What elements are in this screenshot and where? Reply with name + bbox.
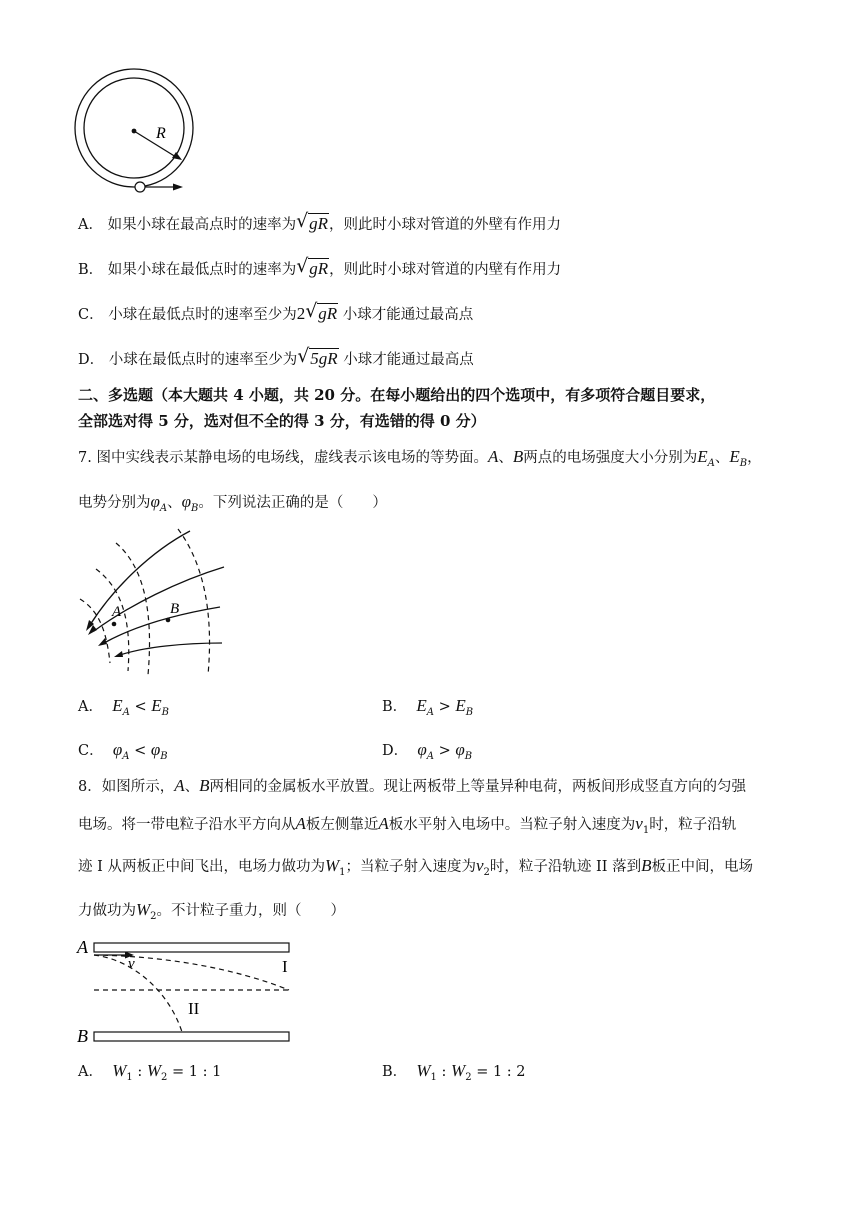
velocity-label: v: [128, 956, 135, 972]
plate-b: [94, 1032, 289, 1041]
sqrt-expr: √ gR: [305, 300, 338, 323]
equipotential-2: [96, 569, 129, 671]
q7-line1: 7. 图中实线表示某静电场的电场线，虚线表示该电场的等势面。A、B两点的电场强度大小分别为$E_A$、$E_B$，: [78, 447, 762, 469]
ring-figure: [74, 68, 214, 200]
q7-option-b: B． $E_A > E_B$: [382, 696, 474, 718]
q8-line1: 8．如图所示，A、B两相同的金属板水平放置。现让两板带上等量异种电荷，两板间形成竖直方向的匀强: [78, 776, 747, 795]
q6-option-c: C． 小球在最低点时的速率至少为2 √ gR 小球才能通过最高点: [78, 300, 474, 323]
q6-option-b: B． 如果小球在最低点时的速率为 √ gR，则此时小球对管道的内壁有作用力: [78, 255, 562, 278]
point-b-dot: [166, 618, 171, 623]
q8-option-a: A． $W_1$ : $W_2 = 1$ : 1: [78, 1061, 222, 1083]
sqrt-expr: √ gR: [296, 255, 329, 278]
velocity-arrowhead: [173, 184, 183, 191]
field-line-2: [94, 567, 224, 631]
q8-line3: 迹 I 从两板正中间飞出，电场力做功为$W_1$；当粒子射入速度为$v_2$时，粒子沿轨迹 II 落到B板正中间，电场: [78, 856, 753, 878]
q8-option-b: B． $W_1$ : $W_2 = 1$ : 2: [382, 1061, 526, 1083]
trajectory-I: [94, 955, 289, 990]
point-a-label: A: [112, 604, 122, 620]
q6-option-d: D． 小球在最低点时的速率至少为 √ 5gR 小球才能通过最高点: [78, 345, 474, 368]
point-a-dot: [112, 622, 117, 627]
label-R: R: [156, 125, 166, 142]
q7-option-d: D． $\varphi_A > \varphi_B$: [382, 740, 473, 762]
plates-figure: [74, 932, 304, 1048]
sqrt-expr: √ 5gR: [297, 345, 338, 368]
ball: [135, 182, 145, 192]
trajectory-II-label: II: [188, 999, 200, 1018]
q8-line4: 力做功为$W_2$。不计粒子重力，则（ ）: [78, 900, 346, 922]
plate-a-label: A: [77, 937, 88, 957]
q7-line2: 电势分别为$\varphi_A$、$\varphi_B$。下列说法正确的是（ ）: [78, 492, 387, 514]
trajectory-II: [94, 955, 182, 1032]
outer-ring: [75, 69, 193, 187]
field-line-4: [120, 643, 222, 655]
q8-line2: 电场。将一带电粒子沿水平方向从A板左侧靠近A板水平射入电场中。当粒子射入速度为$v_1$时，粒子沿轨: [78, 814, 737, 836]
section-heading-line2: 全部选对得 5 分，选对但不全的得 3 分，有选错的得 0 分）: [78, 412, 486, 430]
equipotential-4: [178, 529, 210, 675]
field-line-4-arrow: [114, 651, 123, 657]
field-lines-figure: [74, 525, 234, 680]
q7-option-c: C． $\varphi_A < \varphi_B$: [78, 740, 168, 762]
section-heading-line1: 二、多选题（本大题共 4 小题，共 20 分。在每小题给出的四个选项中，有多项符合题目要求，: [78, 386, 716, 404]
radius-arrow: [134, 131, 176, 157]
plate-a: [94, 943, 289, 952]
q7-option-a: A． $E_A < E_B$: [78, 696, 169, 718]
plate-b-label: B: [77, 1026, 88, 1046]
trajectory-I-label: I: [282, 957, 288, 976]
inner-ring: [84, 78, 184, 178]
point-b-label: B: [170, 601, 180, 617]
sqrt-expr: √ gR: [296, 210, 328, 233]
q6-option-a: A． 如果小球在最高点时的速率为 √ gR，则此时小球对管道的外壁有作用力: [78, 210, 561, 233]
